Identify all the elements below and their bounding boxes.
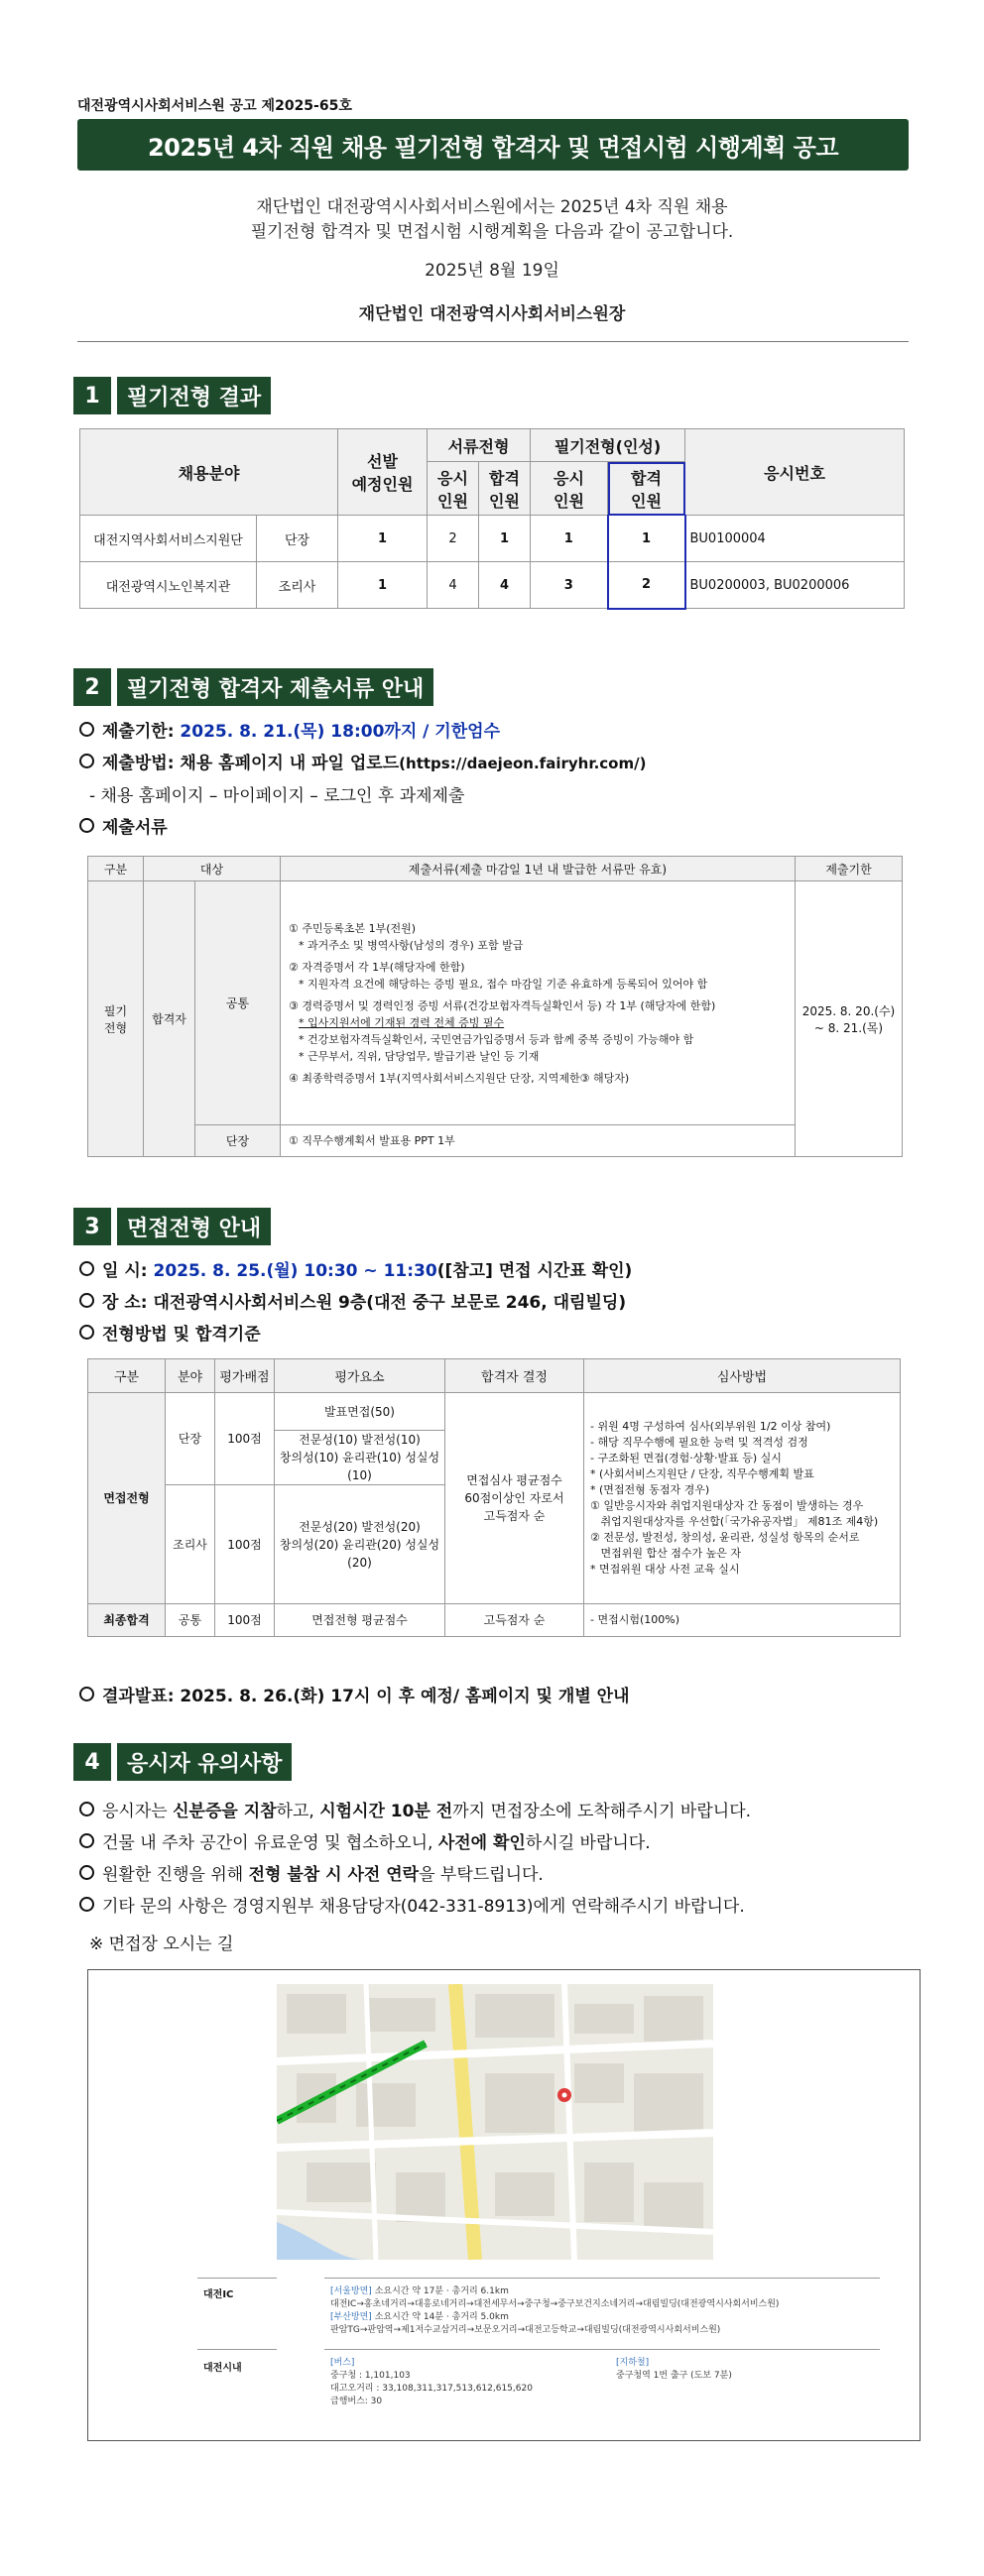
element-presentation: 발표면접(50) (275, 1393, 445, 1431)
method-line: - 위원 4명 구성하여 심사(외부위원 1/2 이상 참여) (590, 1420, 831, 1433)
notice-date: 2025년 8월 19일 (425, 261, 559, 281)
target-director: 단장 (195, 1125, 281, 1157)
header-planned: 선발 예정인원 (338, 429, 428, 516)
subway-tag: [지하철] (616, 2358, 650, 2368)
doc-applied: 2 (428, 516, 479, 562)
doc-note: * 근무부서, 직위, 담당업무, 발급기관 날인 등 기재 (299, 1049, 540, 1063)
header-target: 대상 (144, 857, 281, 881)
written-applied: 1 (531, 516, 608, 562)
exam-numbers: BU0100004 (685, 516, 905, 562)
issuer: 재단법인 대전광역시사회서비스원장 (358, 304, 626, 324)
header-written-passed: 합격 인원 (608, 462, 685, 516)
section-number: 2 (73, 668, 111, 706)
method-line: ① 일반응시자와 취업지원대상자 간 동점이 발생하는 경우 (590, 1499, 864, 1512)
location-map (277, 1984, 713, 2260)
doc-item: ③ 경력증명서 및 경력인정 증빙 서류(건강보험자격득실확인서 등) 각 1부 (해당자에 한함) (289, 998, 716, 1012)
method-line: * (면접전형 동점자 경우) (590, 1483, 710, 1496)
type-final: 최종합격 (88, 1604, 166, 1637)
method-line: * (사회서비스지원단 / 단장, 직무수행계획 발표 (590, 1467, 814, 1480)
bullet-circle-icon (79, 1687, 94, 1701)
element-final: 면접전형 평균점수 (275, 1604, 445, 1637)
subway-directions (616, 2357, 834, 2383)
bullet-circle-icon (79, 754, 94, 768)
note-item: 기타 문의 사항은 경영지원부 채용담당자(042-331-8913)에게 연락해주시기 바랍니다. (79, 1892, 745, 1917)
interview-criteria-table (87, 1358, 901, 1637)
common-docs-list (281, 881, 796, 1125)
doc-passed: 4 (479, 562, 531, 609)
review-method-list (584, 1393, 901, 1604)
divider (324, 2349, 880, 2350)
divider (197, 2278, 277, 2279)
doc-item: ② 자격증명서 각 1부(해당자에 한함) (289, 960, 465, 974)
header-field: 분야 (166, 1359, 215, 1393)
doc-note: * 과거주소 및 병역사항(남성의 경우) 포함 발급 (299, 938, 524, 952)
submit-docs-table (87, 856, 903, 1157)
header-type: 구분 (88, 857, 144, 881)
ic-directions (330, 2285, 886, 2337)
bus-directions (330, 2357, 588, 2408)
method-line: 면접위원 합산 점수가 높은 자 (590, 1547, 741, 1560)
directions-box (87, 1969, 921, 2441)
bullet-circle-icon (79, 1293, 94, 1308)
section-2-heading (73, 668, 433, 706)
section-title: 필기전형 합격자 제출서류 안내 (117, 668, 433, 706)
score-cook: 100점 (215, 1485, 275, 1604)
planned: 1 (338, 562, 428, 609)
seoul-tag: [서울방면] (330, 2286, 372, 2296)
busan-route: 판암TG→판암역→제1저수교삼거리→보문오거리→대전고등학교→대림빌딩(대전광역시사회서비스원) (330, 2325, 721, 2335)
bus-line: 중구청 : 1,101,103 (330, 2371, 411, 2381)
doc-note: * 입사지원서에 기재된 경력 전체 증빙 필수 (299, 1015, 505, 1029)
written-applied: 3 (531, 562, 608, 609)
seoul-route: 대전IC→홍초네거리→대흥로네거리→대전세무서→중구청→중구보건지소네거리→대림빌딩(대전광역시사회서비스원) (330, 2299, 780, 2309)
written-passed: 2 (608, 562, 685, 609)
bullet-circle-icon (79, 818, 94, 833)
table-row (80, 516, 905, 562)
submit-method-detail: - 채용 홈페이지 – 마이페이지 – 로그인 후 과제제출 (89, 786, 465, 806)
interview-date: 일 시: 2025. 8. 25.(월) 10:30 ~ 11:30([참고] 면접 시간표 확인) (79, 1256, 632, 1281)
header-doc-applied: 응시 인원 (428, 462, 479, 516)
field-cook: 조리사 (166, 1485, 215, 1604)
section-number: 4 (73, 1743, 111, 1781)
position: 조리사 (257, 562, 338, 609)
busan-tag: [부산방면] (330, 2312, 372, 2322)
org: 대전지역사회서비스지원단 (80, 516, 257, 562)
method-line: - 해당 직무수행에 필요한 능력 및 적격성 검정 (590, 1436, 808, 1449)
pass-rule-final: 고득점자 순 (445, 1604, 584, 1637)
interview-place: 장 소: 대전광역시사회서비스원 9층(대전 중구 보문로 246, 대림빌딩) (79, 1288, 626, 1313)
section-number: 3 (73, 1208, 111, 1245)
type-written: 필기 전형 (88, 881, 144, 1157)
page-title: 2025년 4차 직원 채용 필기전형 합격자 및 면접시험 시행계획 공고 (77, 119, 909, 171)
org: 대전광역시노인복지관 (80, 562, 257, 609)
header-score: 평가배점 (215, 1359, 275, 1393)
target-common: 공통 (195, 881, 281, 1125)
header-elements: 평가요소 (275, 1359, 445, 1393)
method-line: * 면접위원 대상 사전 교육 실시 (590, 1563, 740, 1576)
doc-note: * 건강보험자격득실확인서, 국민연금가입증명서 등과 함께 중복 증빙이 가능해야 함 (299, 1032, 694, 1046)
bullet-circle-icon (79, 1865, 94, 1880)
doc-passed: 1 (479, 516, 531, 562)
field-common: 공통 (166, 1604, 215, 1637)
submit-method: 제출방법: 채용 홈페이지 내 파일 업로드(https://daejeon.fairyhr.com/) (79, 749, 646, 773)
intro-line-2: 필기전형 합격자 및 면접시험 시행계획을 다음과 같이 공고합니다. (250, 222, 734, 242)
header-type: 구분 (88, 1359, 166, 1393)
element-cook: 전문성(20) 발전성(20) 창의성(20) 윤리관(20) 성실성(20) (275, 1485, 445, 1604)
bullet-circle-icon (79, 1325, 94, 1340)
header-docs: 제출서류(제출 마감일 1년 내 발급한 서류만 유효) (281, 857, 796, 881)
bus-line: 대고오거리 : 33,108,311,317,513,612,615,620 (330, 2384, 533, 2394)
header-doc: 서류전형 (428, 429, 531, 462)
header-written: 필기전형(인성) (531, 429, 685, 462)
header-method: 심사방법 (584, 1359, 901, 1393)
element-director: 전문성(10) 발전성(10) 창의성(10) 윤리관(10) 성실성(10) (275, 1431, 445, 1485)
section-title: 면접전형 안내 (117, 1208, 271, 1245)
bus-tag: [버스] (330, 2358, 355, 2368)
method-final: - 면접시험(100%) (584, 1604, 901, 1637)
score-director: 100점 (215, 1393, 275, 1485)
doc-note: * 지원자격 요건에 해당하는 증빙 필요, 접수 마감일 기준 유효하게 등록되어 있어야 함 (299, 977, 708, 991)
submit-period: 2025. 8. 20.(수) ~ 8. 21.(목) (796, 881, 903, 1157)
section-title: 응시자 유의사항 (117, 1743, 292, 1781)
ic-title: 대전IC (203, 2289, 234, 2300)
position: 단장 (257, 516, 338, 562)
section-1-heading (73, 377, 271, 414)
interview-method-label: 전형방법 및 합격기준 (79, 1320, 261, 1345)
divider (324, 2278, 880, 2279)
director-docs: ① 직무수행계획서 발표용 PPT 1부 (281, 1125, 796, 1157)
method-line: ② 전문성, 발전성, 창의성, 윤리관, 성실성 항목의 순서로 (590, 1531, 860, 1544)
section-4-heading (73, 1743, 292, 1781)
submit-deadline: 제출기한: 2025. 8. 21.(목) 18:00까지 / 기한엄수 (79, 717, 500, 742)
type-interview: 면접전형 (88, 1393, 166, 1604)
notice-number: 대전광역시사회서비스원 공고 제2025-65호 (77, 98, 352, 114)
homepage-url[interactable]: (https://daejeon.fairyhr.com/) (399, 755, 647, 772)
header-exam-no: 응시번호 (685, 429, 905, 516)
divider (197, 2349, 277, 2350)
doc-item: ① 주민등록초본 1부(전원) (289, 921, 417, 935)
exam-numbers: BU0200003, BU0200006 (685, 562, 905, 609)
written-passed: 1 (608, 516, 685, 562)
bullet-circle-icon (79, 1833, 94, 1848)
bullet-circle-icon (79, 1802, 94, 1816)
section-number: 1 (73, 377, 111, 414)
map-label: ※ 면접장 오시는 길 (89, 1934, 234, 1954)
score-final: 100점 (215, 1604, 275, 1637)
note-item: 건물 내 주차 공간이 유료운영 및 협소하오니, 사전에 확인하시길 바랍니다. (79, 1828, 651, 1853)
header-pass-rule: 합격자 결정 (445, 1359, 584, 1393)
method-line: - 구조화된 면접(경험·상황·발표 등) 실시 (590, 1452, 782, 1464)
submit-docs-label: 제출서류 (79, 813, 168, 838)
note-item: 응시자는 신분증을 지참하고, 시험시간 10분 전까지 면접장소에 도착해주시기 바랍니다. (79, 1797, 751, 1821)
subway-line: 중구청역 1번 출구 (도보 7분) (616, 2371, 732, 2381)
seoul-info: 소요시간 약 17분 · 총거리 6.1km (374, 2286, 509, 2296)
busan-info: 소요시간 약 14분 · 총거리 5.0km (374, 2312, 509, 2322)
section-3-heading (73, 1208, 271, 1245)
header-deadline: 제출기한 (796, 857, 903, 881)
doc-item: ④ 최종학력증명서 1부(지역사회서비스지원단 단장, 지역제한③ 해당자) (289, 1071, 630, 1085)
header-written-applied: 응시 인원 (531, 462, 608, 516)
header-doc-passed: 합격 인원 (479, 462, 531, 516)
bullet-circle-icon (79, 1261, 94, 1276)
doc-applied: 4 (428, 562, 479, 609)
section-title: 필기전형 결과 (117, 377, 271, 414)
target-passers: 합격자 (144, 881, 195, 1157)
note-item: 원활한 진행을 위해 전형 불참 시 사전 연락을 부탁드립니다. (79, 1860, 544, 1885)
pass-rule: 면접심사 평균점수 60점이상인 자로서 고득점자 순 (445, 1393, 584, 1604)
written-result-table (79, 428, 905, 610)
result-announcement: 결과발표: 2025. 8. 26.(화) 17시 이 후 예정/ 홈페이지 및 개별 안내 (79, 1682, 630, 1706)
divider (77, 341, 909, 342)
header-field: 채용분야 (80, 429, 338, 516)
planned: 1 (338, 516, 428, 562)
bullet-circle-icon (79, 722, 94, 737)
city-title: 대전시내 (203, 2363, 242, 2374)
table-row (80, 562, 905, 609)
method-line: 취업지원대상자를 우선합(「국가유공자법」 제81조 제4항) (590, 1515, 879, 1528)
intro-line-1: 재단법인 대전광역시사회서비스원에서는 2025년 4차 직원 채용 (256, 197, 728, 217)
bus-line: 급행버스: 30 (330, 2397, 383, 2406)
field-director: 단장 (166, 1393, 215, 1485)
bullet-circle-icon (79, 1897, 94, 1912)
